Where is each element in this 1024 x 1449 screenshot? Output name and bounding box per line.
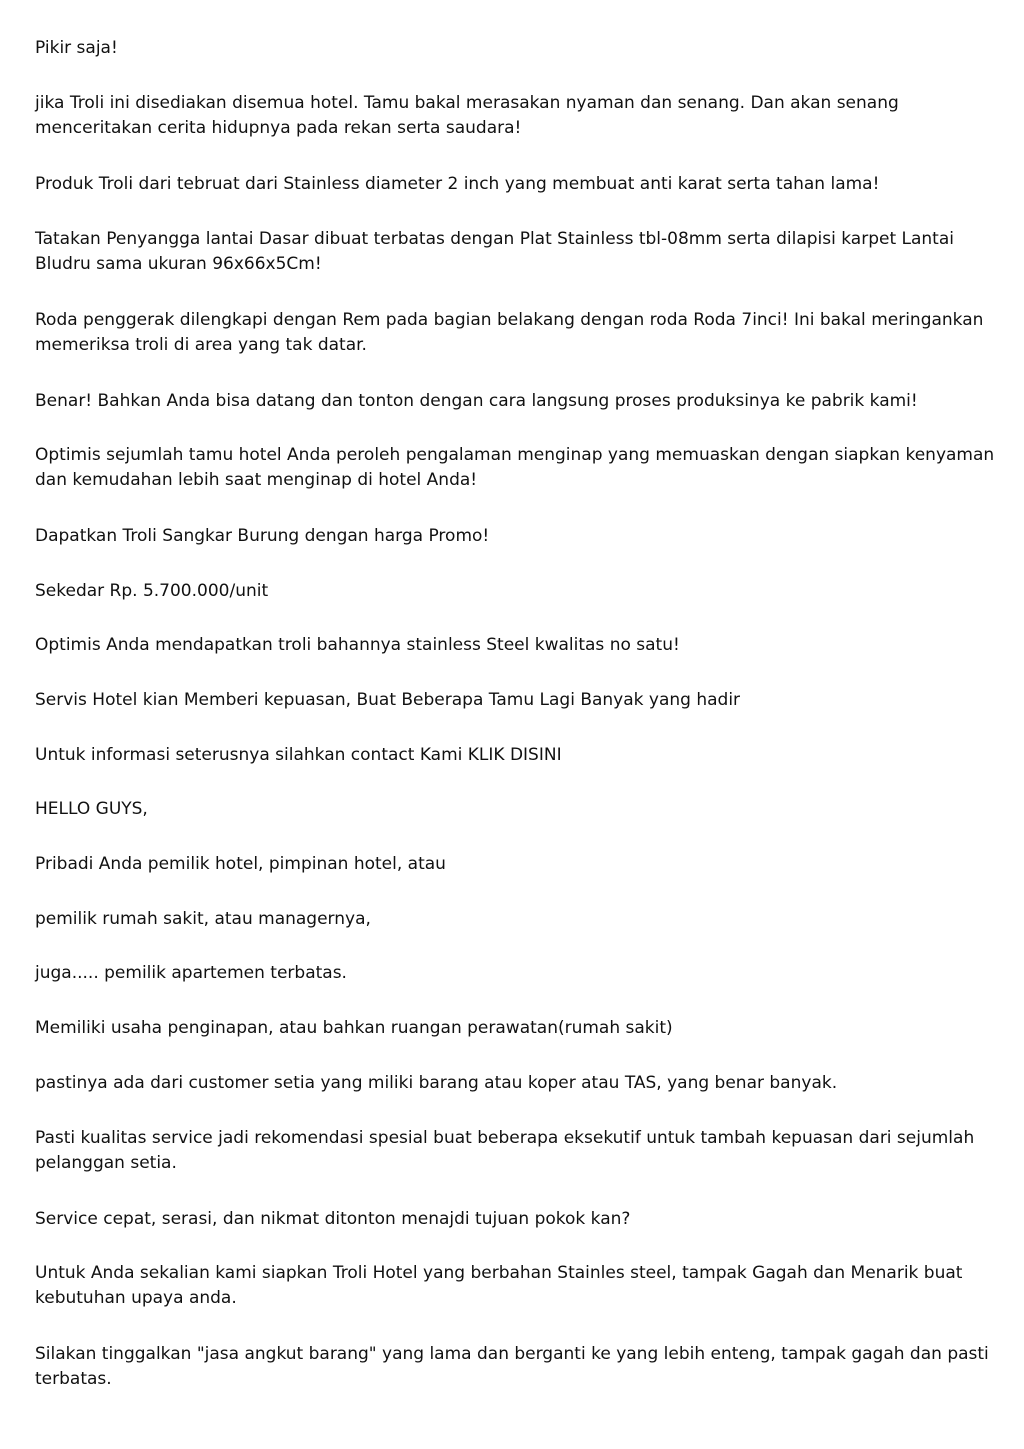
paragraph-pemilik-hotel: Pribadi Anda pemilik hotel, pimpinan hotel, atau [35,854,446,874]
paragraph-pabrik: Benar! Bahkan Anda bisa datang dan tonton dengan cara langsung proses produksinya ke pabrik kami! [35,391,918,411]
paragraph-promo: Dapatkan Troli Sangkar Burung dengan harga Promo! [35,526,490,546]
paragraph-kualitas-service: Pasti kualitas service jadi rekomendasi spesial buat beberapa eksekutif untuk tambah kepuasan dari sejumlah pelanggan setia. [35,1128,975,1173]
paragraph-kwalitas: Optimis Anda mendapatkan troli bahannya stainless Steel kwalitas no satu! [35,635,680,655]
paragraph-service-cepat: Service cepat, serasi, dan nikmat ditonton menajdi tujuan pokok kan? [35,1209,631,1229]
paragraph-apartemen: juga..... pemilik apartemen terbatas. [35,963,347,983]
paragraph-hello: HELLO GUYS, [35,799,148,819]
paragraph-intro: Pikir saja! [35,38,118,58]
paragraph-servis-hotel: Servis Hotel kian Memberi kepuasan, Buat Beberapa Tamu Lagi Banyak yang hadir [35,690,741,710]
paragraph-customer-setia: pastinya ada dari customer setia yang miliki barang atau koper atau TAS, yang benar banyak. [35,1073,838,1093]
paragraph-usaha-penginapan: Memiliki usaha penginapan, atau bahkan ruangan perawatan(rumah sakit) [35,1018,673,1038]
paragraph-troli-hotel: jika Troli ini disediakan disemua hotel. Tamu bakal merasakan nyaman dan senang. Dan akan senang menceritakan cerita hidupnya pada rekan serta saudara! [35,93,899,138]
paragraph-troli-stainles: Untuk Anda sekalian kami siapkan Troli Hotel yang berbahan Stainles steel, tampak Gagah dan Menarik buat kebutuhan upaya anda. [35,1263,963,1308]
paragraph-rumah-sakit: pemilik rumah sakit, atau managernya, [35,909,371,929]
paragraph-jasa-angkut: Silakan tinggalkan "jasa angkut barang" yang lama dan berganti ke yang lebih enteng, tampak gagah dan pasti terbatas. [35,1344,989,1389]
paragraph-tatakan: Tatakan Penyangga lantai Dasar dibuat terbatas dengan Plat Stainless tbl-08mm serta dilapisi karpet Lantai Bludru sama ukuran 96x66x5Cm! [35,229,954,274]
paragraph-optimis-tamu: Optimis sejumlah tamu hotel Anda peroleh pengalaman menginap yang memuaskan dengan siapkan kenyaman dan kemudahan lebih saat menginap di hotel Anda! [35,445,995,490]
paragraph-contact: Untuk informasi seterusnya silahkan contact Kami KLIK DISINI [35,745,562,765]
paragraph-roda: Roda penggerak dilengkapi dengan Rem pada bagian belakang dengan roda Roda 7inci! Ini bakal meringankan memeriksa troli di area yang tak datar. [35,310,984,355]
paragraph-produk-troli: Produk Troli dari tebruat dari Stainless diameter 2 inch yang membuat anti karat serta tahan lama! [35,174,880,194]
paragraph-price: Sekedar Rp. 5.700.000/unit [35,581,269,601]
